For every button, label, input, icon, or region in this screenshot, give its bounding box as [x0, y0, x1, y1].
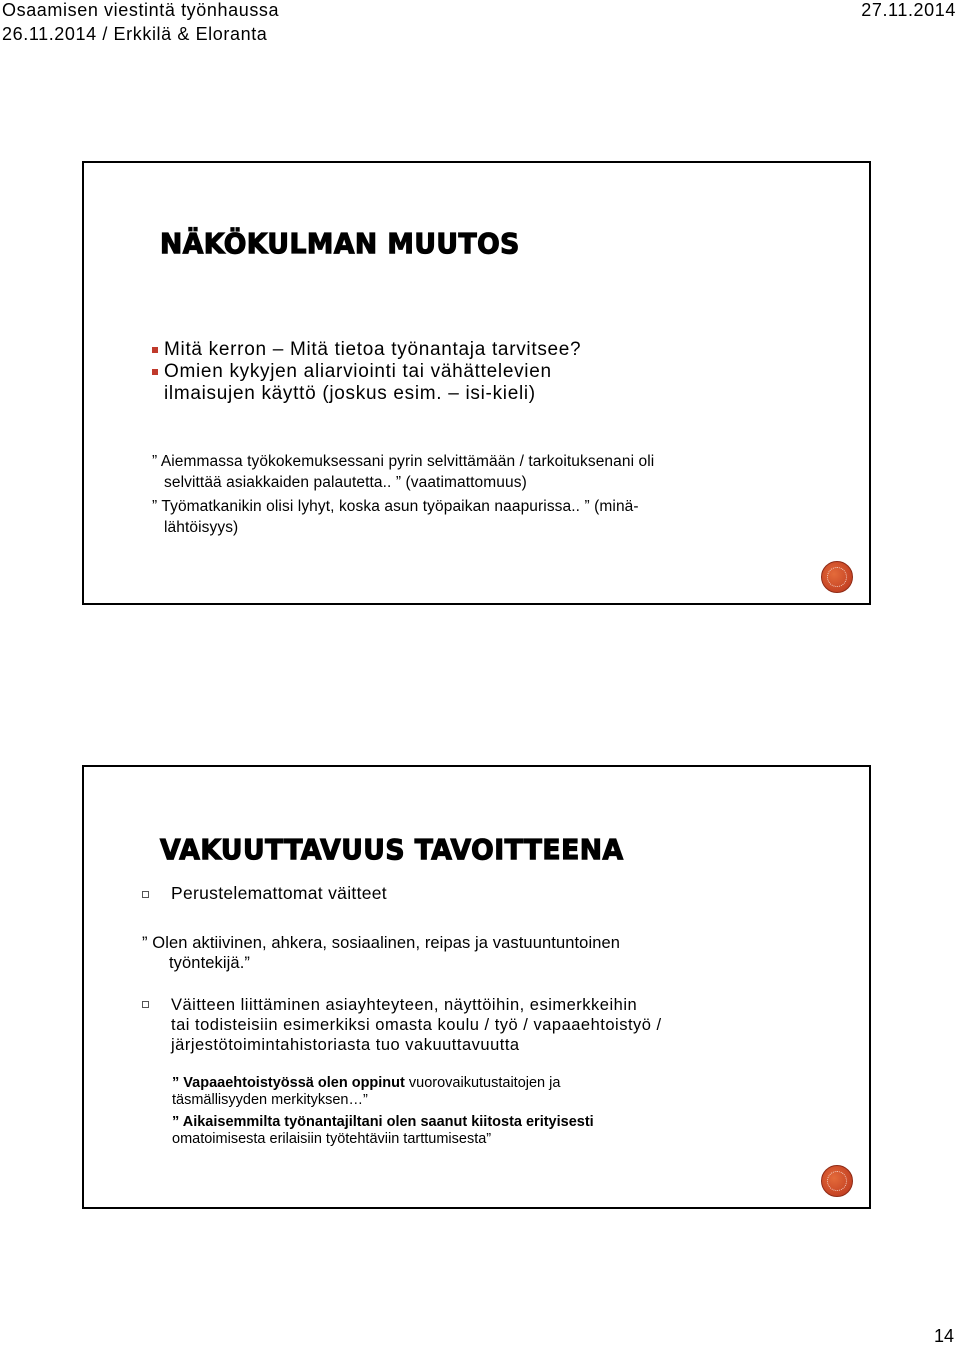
example-quotes — [172, 1075, 642, 1153]
quote-example: ” Työmatkanikin olisi lyhyt, koska asun työpaikan naapurissa.. ” (minä- lähtöisyys) — [152, 498, 639, 536]
quote-text: ” Olen aktiivinen, ahkera, sosiaalinen, reipas ja vastuuntuntoinen työntekijä.” — [142, 934, 621, 972]
slide-title: VAKUUTTAVUUS TAVOITTEENA — [160, 833, 624, 866]
bullet-text: Mitä kerron – Mitä tietoa työnantaja tarvitsee? — [164, 339, 582, 360]
slide-vakuuttavuus-tavoitteena — [82, 765, 871, 1209]
date-author-line: 26.11.2014 / Erkkilä & Eloranta — [2, 24, 268, 44]
course-title: Osaamisen viestintä työnhaussa — [2, 0, 280, 20]
bullet-list — [152, 339, 634, 405]
example-quote — [172, 1114, 642, 1148]
bullet-text: Omien kykyjen aliarviointi tai vähättelevien ilmaisujen käyttö (joskus esim. – isi-kieli) — [164, 361, 552, 404]
example-quote-rest: omatoimisesta erilaisiin työtehtäviin tarttumisesta” — [172, 1131, 492, 1147]
bullet-text: Perustelemattomat väitteet — [171, 883, 387, 903]
header-date: 27.11.2014 — [861, 0, 956, 20]
square-bullet-icon — [142, 891, 149, 898]
example-quote-bold: ” Vapaaehtoistyössä olen oppinut — [172, 1075, 405, 1091]
logo-icon — [821, 1165, 853, 1197]
example-quote-bold: ” Aikaisemmilta työnantajiltani olen saanut kiitosta erityisesti — [172, 1114, 594, 1130]
page-number: 14 — [933, 1326, 954, 1346]
bullet-text: Väitteen liittäminen asiayhteyteen, näyttöihin, esimerkkeihin tai todisteisiin esimerkiksi omasta koulu / työ / vapaaehtoistyö / järjestötoimintahistoriasta tuo vakuuttavuutta — [171, 996, 662, 1054]
slide-title: NÄKÖKULMAN MUUTOS — [160, 227, 520, 260]
slide-nakokulman-muutos — [82, 161, 871, 605]
list-item — [152, 339, 634, 361]
square-bullet-icon — [142, 1001, 149, 1008]
quote-examples — [152, 451, 697, 541]
list-item — [142, 995, 702, 1055]
quote-example — [142, 933, 662, 973]
logo-icon — [821, 561, 853, 593]
square-bullet-icon — [152, 369, 158, 375]
example-quote — [172, 1075, 642, 1109]
square-bullet-icon — [152, 347, 158, 353]
example-quote-rest: vuorovaikutustaitojen ja täsmällisyyden merkityksen…” — [172, 1075, 561, 1108]
list-item — [152, 361, 634, 405]
list-item — [142, 883, 387, 904]
quote-example: ” Aiemmassa työkokemuksessani pyrin selvittämään / tarkoituksenani oli selvittää asiakkaiden palautetta.. ” (vaatimattomuus) — [152, 453, 655, 491]
